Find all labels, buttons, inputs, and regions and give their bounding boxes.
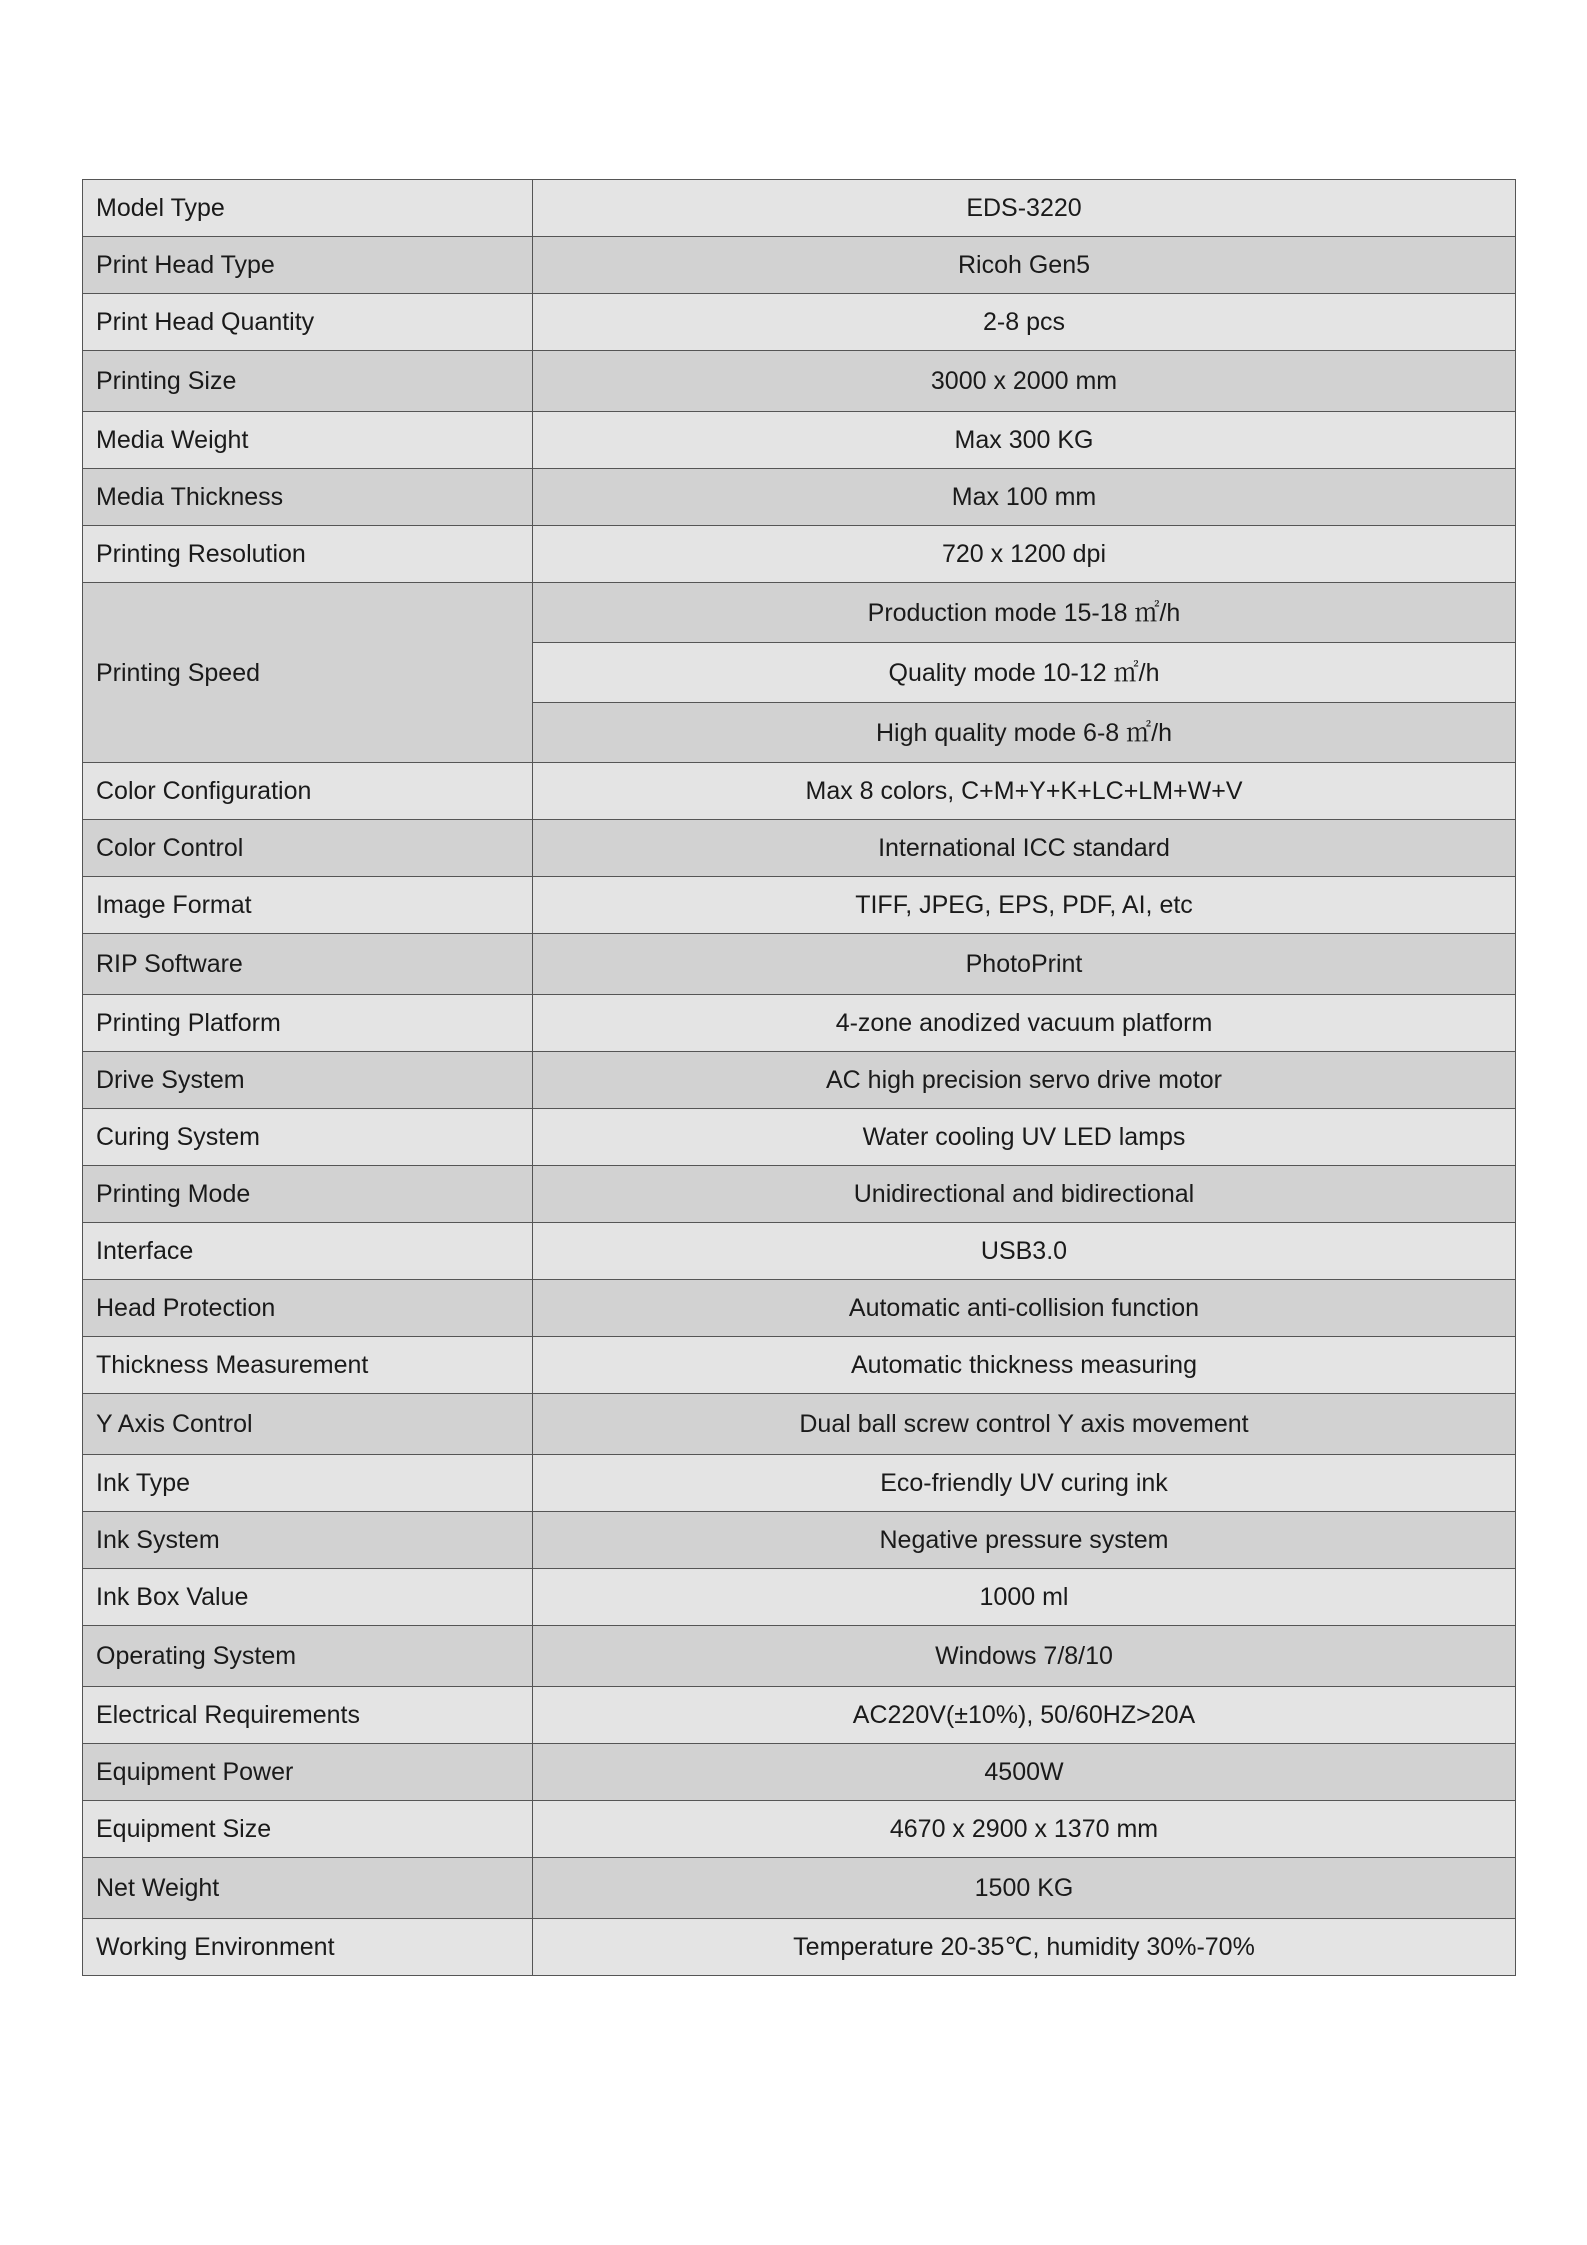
- table-row: [83, 1687, 1516, 1744]
- table-row: [83, 294, 1516, 351]
- spec-value: Automatic anti-collision function: [533, 1280, 1516, 1337]
- spec-value: Negative pressure system: [533, 1512, 1516, 1569]
- table-row: [83, 820, 1516, 877]
- spec-label: Thickness Measurement: [83, 1337, 533, 1394]
- spec-label: Color Control: [83, 820, 533, 877]
- spec-value: AC high precision servo drive motor: [533, 1052, 1516, 1109]
- table-row: [83, 877, 1516, 934]
- spec-table: [82, 179, 1516, 1976]
- spec-value: 3000 x 2000 mm: [533, 351, 1516, 412]
- spec-label: Y Axis Control: [83, 1394, 533, 1455]
- spec-value: 4500W: [533, 1744, 1516, 1801]
- spec-value: Ricoh Gen5: [533, 237, 1516, 294]
- spec-label: Working Environment: [83, 1919, 533, 1976]
- spec-label: Curing System: [83, 1109, 533, 1166]
- spec-label: Net Weight: [83, 1858, 533, 1919]
- spec-label: Interface: [83, 1223, 533, 1280]
- spec-value: Max 8 colors, C+M+Y+K+LC+LM+W+V: [533, 763, 1516, 820]
- table-row: [83, 1394, 1516, 1455]
- spec-value: Windows 7/8/10: [533, 1626, 1516, 1687]
- spec-value: EDS-3220: [533, 180, 1516, 237]
- spec-value: Eco-friendly UV curing ink: [533, 1455, 1516, 1512]
- table-row: [83, 1280, 1516, 1337]
- spec-value-speed-production: Production mode 15-18 ㎡/h: [533, 583, 1516, 643]
- spec-value: USB3.0: [533, 1223, 1516, 1280]
- spec-label: Drive System: [83, 1052, 533, 1109]
- spec-value: 4670 x 2900 x 1370 mm: [533, 1801, 1516, 1858]
- spec-value: PhotoPrint: [533, 934, 1516, 995]
- spec-value: TIFF, JPEG, EPS, PDF, AI, etc: [533, 877, 1516, 934]
- spec-value: Temperature 20-35℃, humidity 30%-70%: [533, 1919, 1516, 1976]
- table-row: [83, 1512, 1516, 1569]
- spec-label: Printing Size: [83, 351, 533, 412]
- spec-value-speed-high-quality: High quality mode 6-8 ㎡/h: [533, 703, 1516, 763]
- spec-label: Ink Box Value: [83, 1569, 533, 1626]
- table-row: [83, 1223, 1516, 1280]
- table-row: [83, 583, 1516, 643]
- spec-label: Media Thickness: [83, 469, 533, 526]
- spec-label: Ink Type: [83, 1455, 533, 1512]
- table-row: [83, 180, 1516, 237]
- spec-label: Printing Platform: [83, 995, 533, 1052]
- spec-value: Water cooling UV LED lamps: [533, 1109, 1516, 1166]
- table-row: [83, 1801, 1516, 1858]
- spec-value: 2-8 pcs: [533, 294, 1516, 351]
- table-row: [83, 1166, 1516, 1223]
- spec-value: Max 100 mm: [533, 469, 1516, 526]
- spec-label: Media Weight: [83, 412, 533, 469]
- table-row: [83, 1919, 1516, 1976]
- spec-label: Ink System: [83, 1512, 533, 1569]
- spec-value: International ICC standard: [533, 820, 1516, 877]
- table-row: [83, 1569, 1516, 1626]
- table-row: [83, 469, 1516, 526]
- spec-label: Operating System: [83, 1626, 533, 1687]
- table-row: [83, 1052, 1516, 1109]
- spec-value: Dual ball screw control Y axis movement: [533, 1394, 1516, 1455]
- table-row: [83, 1858, 1516, 1919]
- spec-value: 1500 KG: [533, 1858, 1516, 1919]
- table-row: [83, 351, 1516, 412]
- table-row: [83, 1626, 1516, 1687]
- table-row: [83, 412, 1516, 469]
- spec-value: Max 300 KG: [533, 412, 1516, 469]
- spec-label: Image Format: [83, 877, 533, 934]
- spec-value: Automatic thickness measuring: [533, 1337, 1516, 1394]
- table-row: [83, 1455, 1516, 1512]
- spec-label-printing-speed: Printing Speed: [83, 583, 533, 763]
- spec-label: Printing Mode: [83, 1166, 533, 1223]
- spec-label: Equipment Size: [83, 1801, 533, 1858]
- spec-value: 1000 ml: [533, 1569, 1516, 1626]
- table-row: [83, 1337, 1516, 1394]
- spec-value: 720 x 1200 dpi: [533, 526, 1516, 583]
- spec-label: Head Protection: [83, 1280, 533, 1337]
- spec-label: Electrical Requirements: [83, 1687, 533, 1744]
- spec-label: Printing Resolution: [83, 526, 533, 583]
- spec-label: Equipment Power: [83, 1744, 533, 1801]
- table-row: [83, 1744, 1516, 1801]
- spec-value: AC220V(±10%), 50/60HZ>20A: [533, 1687, 1516, 1744]
- table-row: [83, 763, 1516, 820]
- table-row: [83, 995, 1516, 1052]
- spec-label: Color Configuration: [83, 763, 533, 820]
- spec-value: 4-zone anodized vacuum platform: [533, 995, 1516, 1052]
- table-row: [83, 934, 1516, 995]
- table-row: [83, 526, 1516, 583]
- spec-value: Unidirectional and bidirectional: [533, 1166, 1516, 1223]
- spec-label: Print Head Quantity: [83, 294, 533, 351]
- spec-value-speed-quality: Quality mode 10-12 ㎡/h: [533, 643, 1516, 703]
- table-row: [83, 237, 1516, 294]
- spec-label: RIP Software: [83, 934, 533, 995]
- spec-label: Model Type: [83, 180, 533, 237]
- table-row: [83, 1109, 1516, 1166]
- spec-label: Print Head Type: [83, 237, 533, 294]
